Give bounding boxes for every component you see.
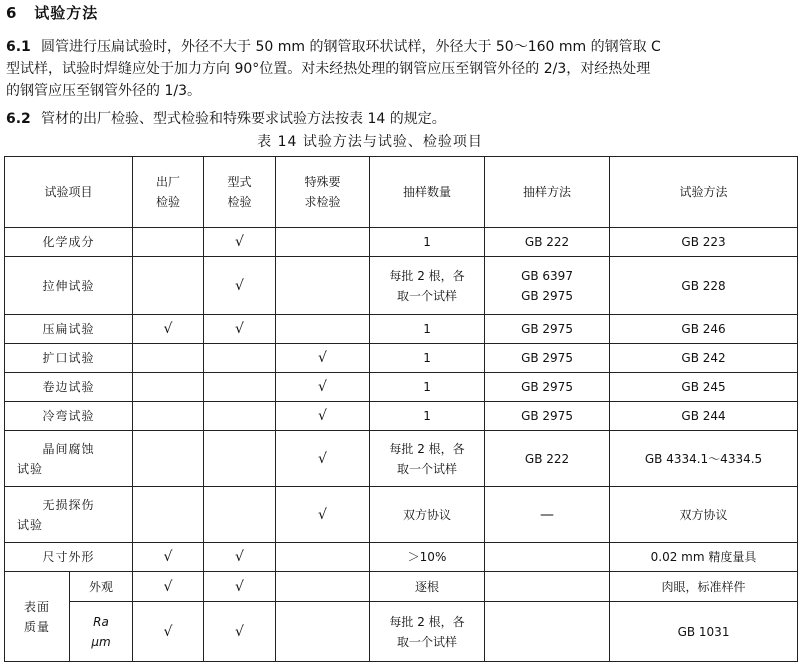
check-mark: √ [204, 228, 276, 257]
check-mark: √ [276, 431, 370, 487]
cell-sample-qty: 每批 2 根，各 取一个试样 [370, 257, 485, 315]
cell-sample-method: GB 222 [485, 228, 610, 257]
cell-empty [133, 487, 204, 543]
paragraph-number: 6.1 [6, 39, 31, 55]
check-mark: √ [133, 315, 204, 344]
check-mark: √ [133, 543, 204, 572]
header-sample-quantity: 抽样数量 [370, 157, 485, 228]
check-mark: √ [133, 572, 204, 602]
cell-empty [204, 487, 276, 543]
row-name: 冷弯试验 [5, 402, 133, 431]
paragraph-line: 管材的出厂检验、型式检验和特殊要求试验方法按表 14 的规定。 [41, 111, 446, 127]
table-row [5, 572, 798, 602]
paragraph-line: 圆管进行压扁试验时，外径不大于 50 mm 的钢管取环状试样，外径大于 50～160 mm 的钢管取 C [41, 39, 661, 55]
cell-test-method: GB 1031 [610, 602, 798, 662]
paragraph-6-2 [6, 108, 446, 130]
cell-sample-qty: 每批 2 根，各 取一个试样 [370, 431, 485, 487]
row-name: 拉伸试验 [5, 257, 133, 315]
cell-test-method: 双方协议 [610, 487, 798, 543]
cell-sample-method: GB 2975 [485, 344, 610, 373]
table-row [5, 257, 798, 315]
cell-empty [204, 373, 276, 402]
cell-empty [276, 315, 370, 344]
row-subname: 外观 [70, 572, 133, 602]
section-heading [6, 2, 98, 23]
cell-empty [133, 431, 204, 487]
row-name: 扩口试验 [5, 344, 133, 373]
cell-empty [133, 402, 204, 431]
cell-empty [204, 402, 276, 431]
table-row [5, 487, 798, 543]
header-test-method: 试验方法 [610, 157, 798, 228]
header-factory-inspection: 出厂 检验 [133, 157, 204, 228]
table-row [5, 402, 798, 431]
check-mark: √ [276, 487, 370, 543]
table-row [5, 431, 798, 487]
cell-sample-qty: 逐根 [370, 572, 485, 602]
cell-empty [133, 344, 204, 373]
cell-test-method: GB 246 [610, 315, 798, 344]
check-mark: √ [276, 373, 370, 402]
header-sample-method: 抽样方法 [485, 157, 610, 228]
cell-sample-qty: 每批 2 根，各 取一个试样 [370, 602, 485, 662]
table-row [5, 602, 798, 662]
cell-empty [204, 431, 276, 487]
cell-test-method: GB 245 [610, 373, 798, 402]
cell-empty [276, 602, 370, 662]
table-row [5, 543, 798, 572]
cell-empty [276, 543, 370, 572]
row-name: 卷边试验 [5, 373, 133, 402]
row-group-surface-quality: 表面 质量 [5, 572, 70, 662]
paragraph-6-1 [6, 36, 661, 102]
cell-empty [133, 373, 204, 402]
section-title: 试验方法 [34, 4, 99, 22]
section-number: 6 [6, 4, 18, 22]
table-row [5, 344, 798, 373]
row-name: 晶间腐蚀 试验 [5, 431, 133, 487]
check-mark: √ [276, 344, 370, 373]
cell-sample-qty: 1 [370, 228, 485, 257]
cell-test-method: GB 242 [610, 344, 798, 373]
cell-sample-method-dash: — [485, 487, 610, 543]
cell-sample-method: GB 222 [485, 431, 610, 487]
header-test-item: 试验项目 [5, 157, 133, 228]
cell-empty [204, 344, 276, 373]
check-mark: √ [204, 602, 276, 662]
row-name: 压扁试验 [5, 315, 133, 344]
check-mark: √ [204, 315, 276, 344]
row-name: 无损探伤 试验 [5, 487, 133, 543]
paragraph-line: 的钢管应压至钢管外径的 1/3。 [6, 83, 201, 99]
cell-test-method: GB 228 [610, 257, 798, 315]
cell-sample-method: GB 2975 [485, 402, 610, 431]
table-row [5, 373, 798, 402]
check-mark: √ [133, 602, 204, 662]
cell-test-method: 肉眼，标准样件 [610, 572, 798, 602]
cell-test-method: 0.02 mm 精度量具 [610, 543, 798, 572]
check-mark: √ [204, 543, 276, 572]
table-row [5, 228, 798, 257]
cell-sample-qty: 1 [370, 373, 485, 402]
cell-empty [276, 228, 370, 257]
cell-sample-qty: 1 [370, 344, 485, 373]
cell-test-method: GB 244 [610, 402, 798, 431]
header-special-inspection: 特殊要 求检验 [276, 157, 370, 228]
cell-sample-qty: ＞10% [370, 543, 485, 572]
cell-sample-method: GB 2975 [485, 315, 610, 344]
cell-sample-method: GB 2975 [485, 373, 610, 402]
check-mark: √ [276, 402, 370, 431]
cell-empty [485, 602, 610, 662]
cell-sample-qty: 双方协议 [370, 487, 485, 543]
table-caption: 表 14 试验方法与试验、检验项目 [257, 134, 483, 150]
cell-empty [276, 572, 370, 602]
paragraph-number: 6.2 [6, 111, 31, 127]
check-mark: √ [204, 257, 276, 315]
cell-empty [485, 543, 610, 572]
test-method-table [4, 156, 798, 662]
check-mark: √ [204, 572, 276, 602]
cell-sample-qty: 1 [370, 315, 485, 344]
cell-empty [133, 228, 204, 257]
cell-empty [485, 572, 610, 602]
row-name: 化学成分 [5, 228, 133, 257]
cell-test-method: GB 223 [610, 228, 798, 257]
cell-sample-qty: 1 [370, 402, 485, 431]
table-row [5, 315, 798, 344]
cell-sample-method: GB 6397 GB 2975 [485, 257, 610, 315]
cell-test-method: GB 4334.1～4334.5 [610, 431, 798, 487]
cell-empty [133, 257, 204, 315]
cell-empty [276, 257, 370, 315]
row-name: 尺寸外形 [5, 543, 133, 572]
table-header-row [5, 157, 798, 228]
header-type-inspection: 型式 检验 [204, 157, 276, 228]
row-subname: Ra μm [70, 602, 133, 662]
paragraph-line: 型试样，试验时焊缝应处于加力方向 90°位置。对未经热处理的钢管应压至钢管外径的 2/3，对经热处理 [6, 61, 651, 77]
